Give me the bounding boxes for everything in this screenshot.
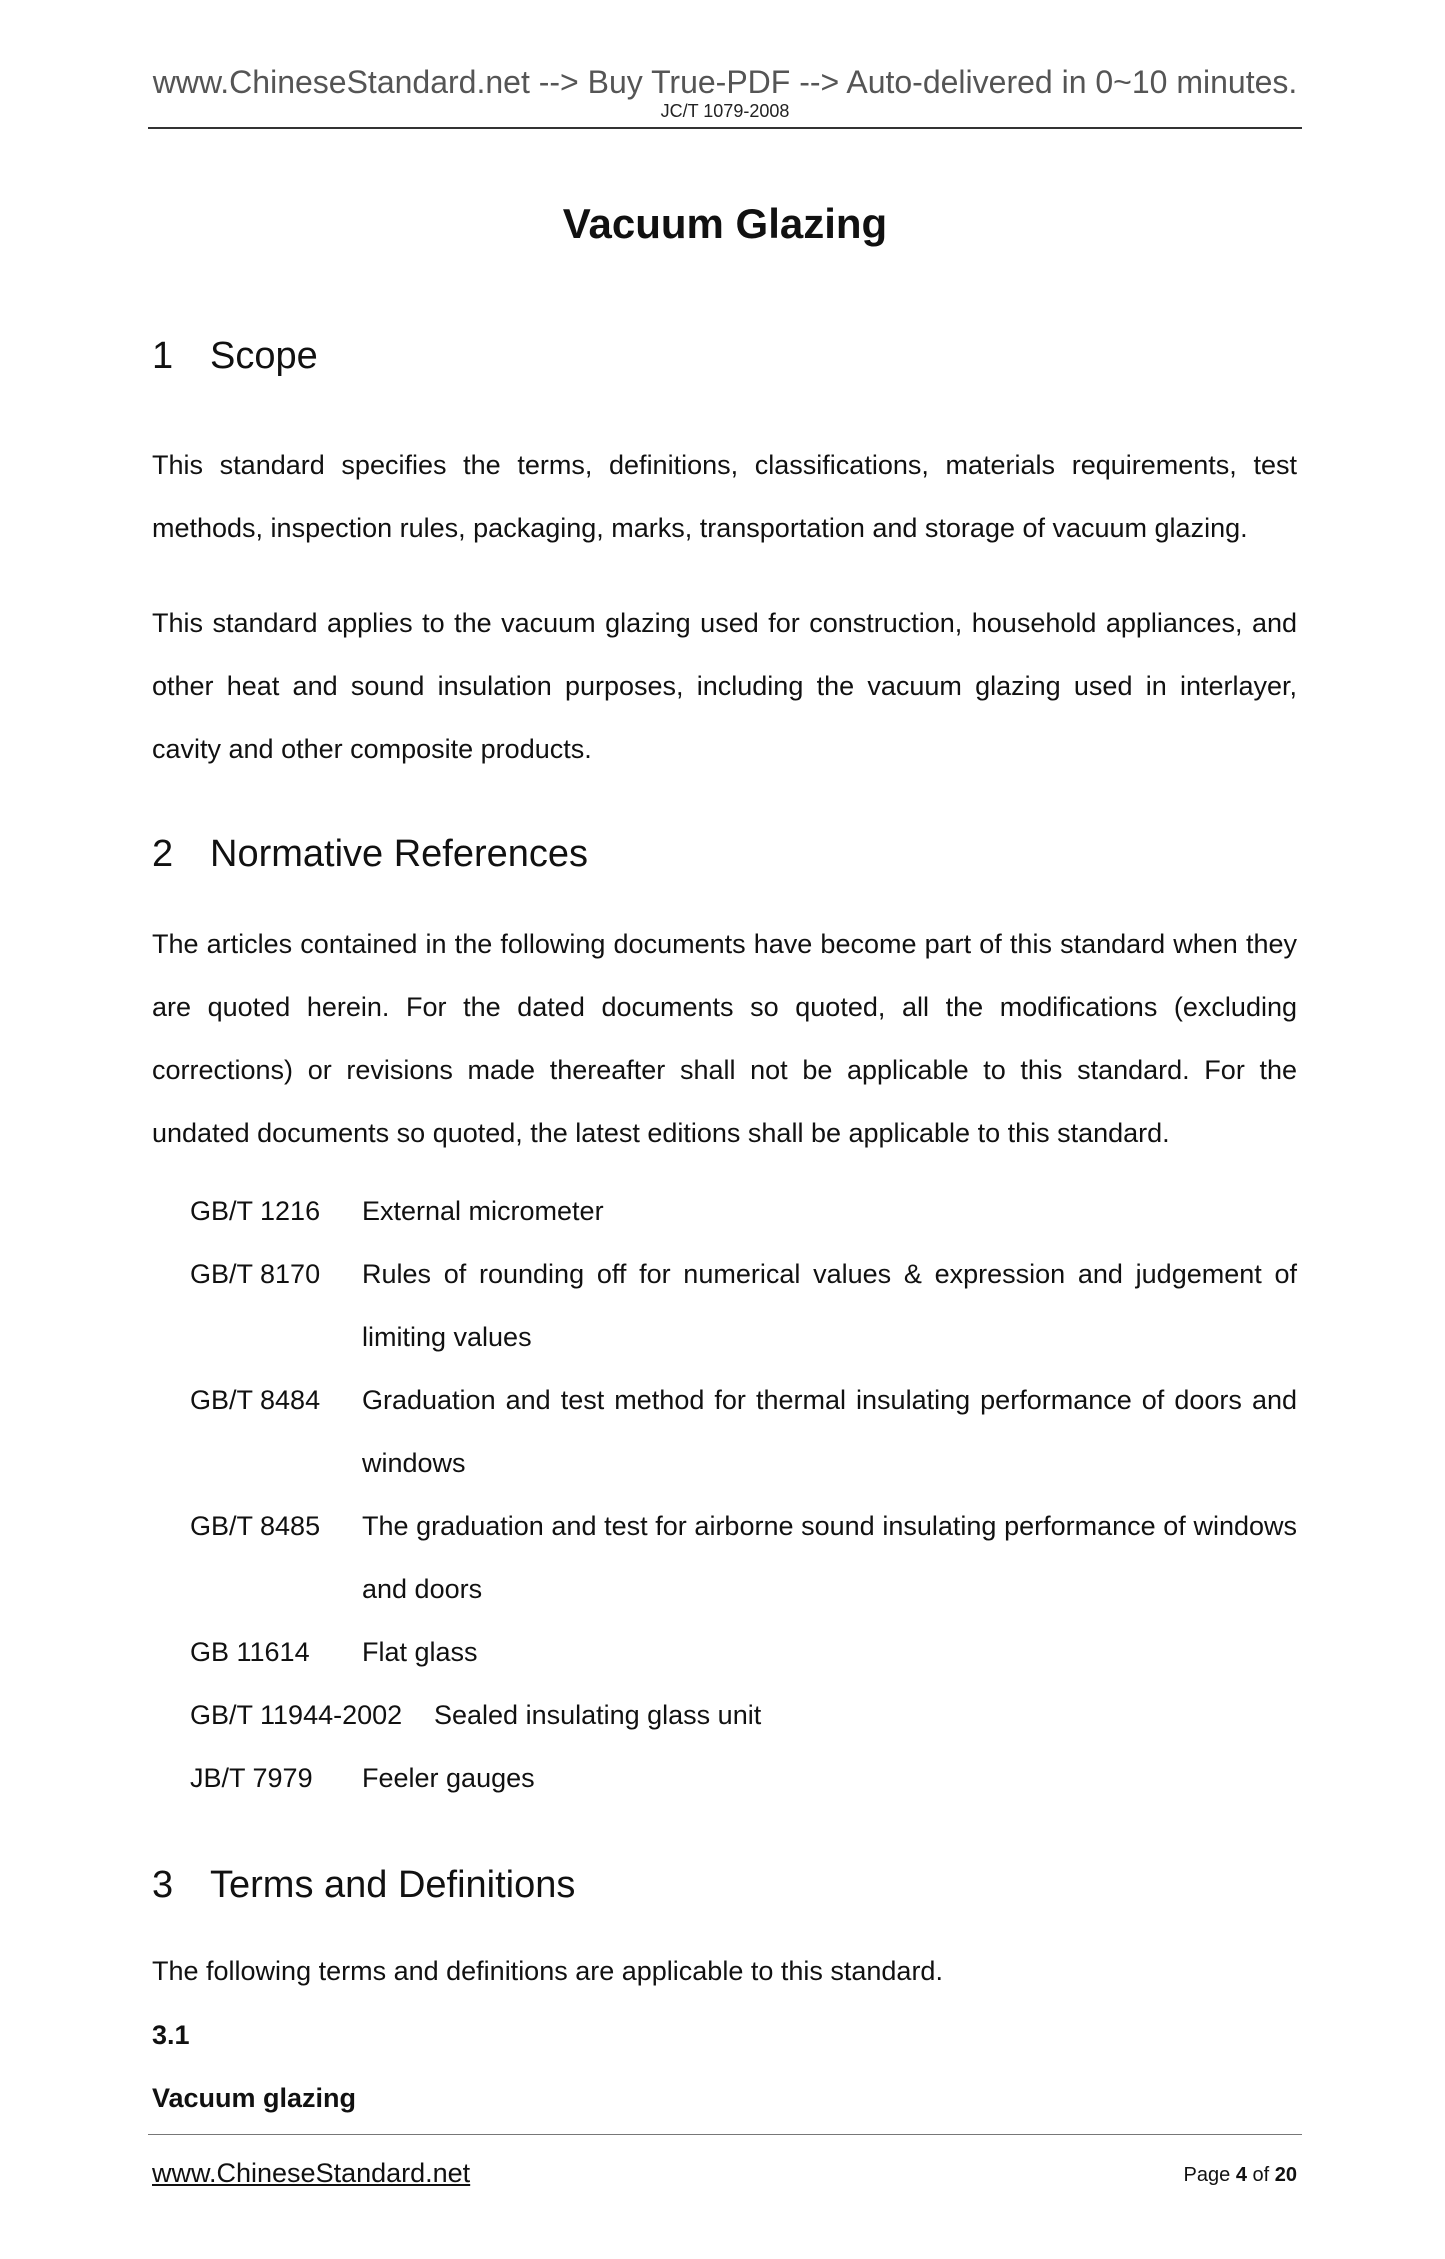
reference-title: Feeler gauges bbox=[362, 1763, 535, 1793]
header-banner[interactable]: www.ChineseStandard.net --> Buy True-PDF --> Auto-delivered in 0~10 minutes. bbox=[152, 64, 1298, 100]
reference-item bbox=[190, 1747, 1297, 1810]
reference-item bbox=[190, 1495, 1297, 1621]
reference-title: Graduation and test method for thermal insulating performance of doors and windows bbox=[362, 1385, 1297, 1478]
section-title: Normative References bbox=[210, 833, 589, 875]
reference-code: GB/T 11944-2002 bbox=[190, 1700, 403, 1730]
reference-item bbox=[190, 1243, 1297, 1369]
scope-paragraph-1: This standard specifies the terms, definitions, classifications, materials requirements, test methods, inspection rules, packaging, marks, transportation and storage of vacuum glazing. bbox=[152, 450, 1297, 543]
section-heading-normative-references bbox=[152, 833, 588, 876]
header-divider bbox=[148, 127, 1302, 129]
clause-term: Vacuum glazing bbox=[152, 2083, 357, 2113]
scope-paragraph-2: This standard applies to the vacuum glazing used for construction, household appliances, and other heat and sound insulation purposes, including the vacuum glazing used in interlayer, cavity and other composite products. bbox=[152, 608, 1297, 764]
reference-item bbox=[190, 1684, 1297, 1747]
document-number: JC/T 1079-2008 bbox=[660, 101, 790, 121]
page-indicator bbox=[1184, 2164, 1297, 2187]
clause-number: 3.1 bbox=[152, 2020, 190, 2050]
reference-title: Rules of rounding off for numerical values & expression and judgement of limiting values bbox=[362, 1259, 1297, 1352]
reference-code: JB/T 7979 bbox=[190, 1763, 313, 1793]
references-intro-paragraph: The articles contained in the following documents have become part of this standard when they are quoted herein. For the dated documents so quoted, all the modifications (excluding corrections) or revisions made thereafter shall not be applicable to this standard. For the undated documents so quoted, the latest editions shall be applicable to this standard. bbox=[152, 929, 1297, 1148]
document-title: Vacuum Glazing bbox=[562, 200, 888, 247]
reference-title: Sealed insulating glass unit bbox=[434, 1700, 762, 1730]
section-number: 1 bbox=[152, 335, 174, 377]
section-heading-scope bbox=[152, 335, 318, 378]
reference-item bbox=[190, 1621, 1297, 1684]
section-title: Scope bbox=[210, 335, 318, 377]
reference-code: GB 11614 bbox=[190, 1637, 310, 1667]
reference-title: Flat glass bbox=[362, 1637, 478, 1667]
terms-intro-paragraph: The following terms and definitions are applicable to this standard. bbox=[152, 1956, 943, 1986]
section-number: 2 bbox=[152, 833, 174, 875]
reference-code: GB/T 1216 bbox=[190, 1196, 321, 1226]
reference-list bbox=[190, 1180, 1297, 1810]
reference-code: GB/T 8485 bbox=[190, 1511, 321, 1541]
footer-divider bbox=[148, 2134, 1302, 2135]
footer-website-link[interactable]: www.ChineseStandard.net bbox=[152, 2158, 471, 2188]
page-label: Page bbox=[1183, 2164, 1231, 2186]
page-current: 4 bbox=[1235, 2164, 1247, 2186]
reference-code: GB/T 8484 bbox=[190, 1385, 321, 1415]
reference-code: GB/T 8170 bbox=[190, 1259, 321, 1289]
section-number: 3 bbox=[152, 1864, 174, 1906]
reference-title: The graduation and test for airborne sound insulating performance of windows and doors bbox=[362, 1511, 1297, 1604]
section-heading-terms-and-definitions bbox=[152, 1864, 575, 1907]
reference-title: External micrometer bbox=[362, 1196, 604, 1226]
page-of: of bbox=[1252, 2164, 1270, 2186]
reference-item bbox=[190, 1369, 1297, 1495]
reference-item bbox=[190, 1180, 1297, 1243]
page-total: 20 bbox=[1274, 2164, 1297, 2186]
section-title: Terms and Definitions bbox=[210, 1864, 576, 1906]
